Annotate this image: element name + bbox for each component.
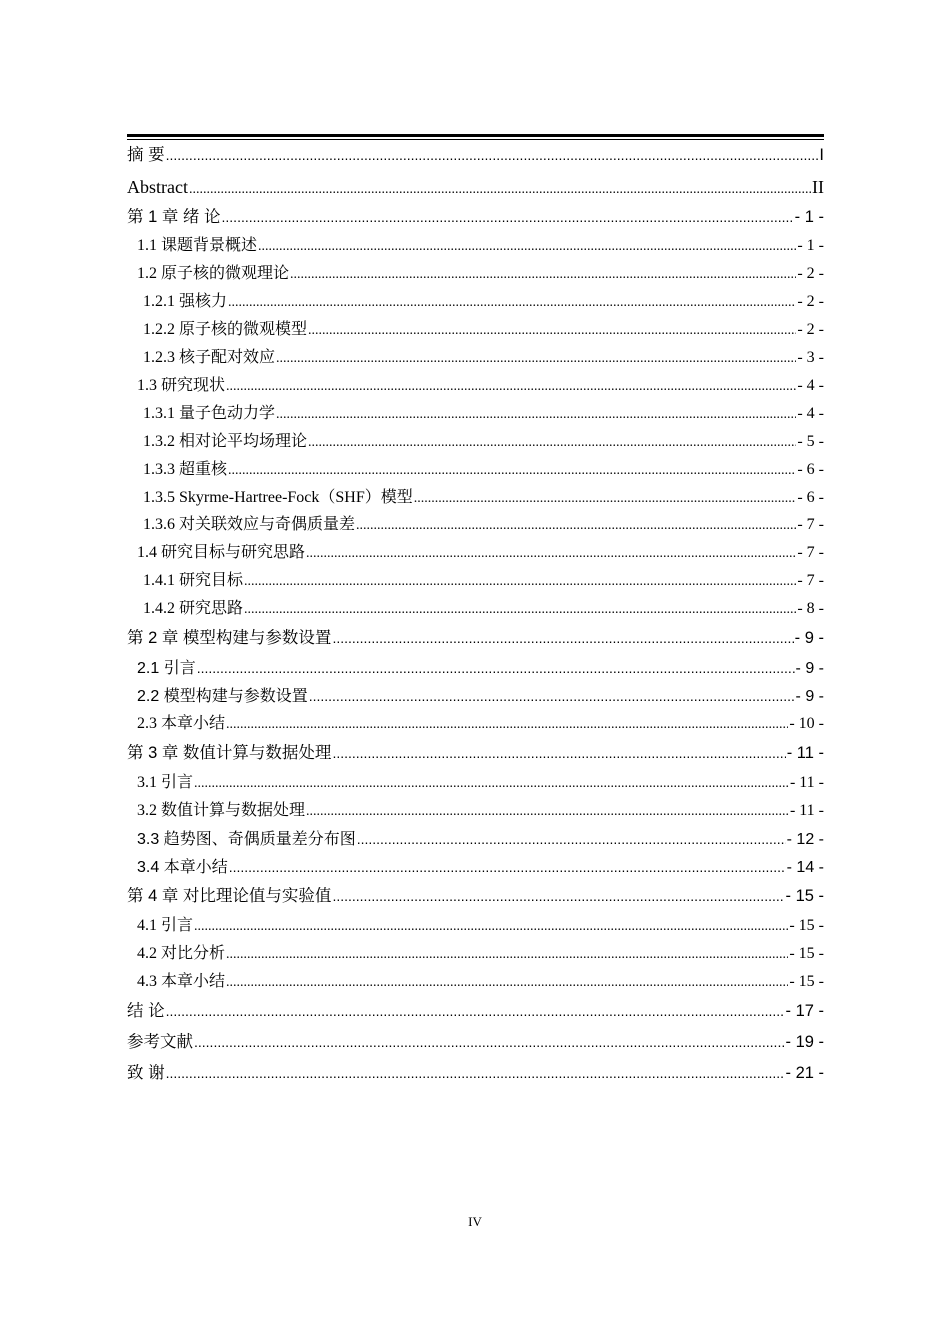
toc-dot-leader <box>308 317 796 345</box>
toc-entry-title: 1.2.1 强核力 <box>143 293 228 310</box>
toc-entry-page: - 2 - <box>797 293 824 310</box>
table-of-contents <box>127 140 824 1089</box>
toc-entry[interactable] <box>127 996 824 1027</box>
toc-entry-title: 3.1 引言 <box>137 774 194 791</box>
toc-entry-title: 第 1 章 绪 论 <box>127 208 221 226</box>
toc-entry-title: 2.3 本章小结 <box>137 715 226 732</box>
toc-dot-leader <box>194 770 789 798</box>
toc-entry-page: - 10 - <box>789 715 824 732</box>
toc-dot-leader <box>194 913 788 941</box>
toc-dot-leader <box>189 174 811 206</box>
toc-dot-leader <box>228 457 796 485</box>
toc-entry-title: 1.1 课题背景概述 <box>137 237 258 254</box>
toc-entry-page: - 11 - <box>789 774 824 791</box>
toc-entry-page: - 6 - <box>797 489 824 506</box>
toc-dot-leader <box>357 825 786 853</box>
toc-entry-title: Abstract <box>127 177 188 197</box>
toc-dot-leader <box>309 682 795 710</box>
toc-entry-page: - 17 - <box>785 1002 824 1020</box>
toc-entry-page: - 3 - <box>797 349 824 366</box>
toc-entry[interactable] <box>127 484 824 511</box>
toc-entry[interactable] <box>127 853 824 881</box>
toc-entry-page: - 4 - <box>797 405 824 422</box>
toc-entry-page: - 9 - <box>795 688 824 705</box>
toc-dot-leader <box>332 738 785 769</box>
toc-dot-leader <box>356 512 796 540</box>
toc-entry[interactable] <box>127 456 824 484</box>
toc-dot-leader <box>194 1027 784 1058</box>
toc-entry[interactable] <box>127 567 824 595</box>
toc-entry-title: 1.3.6 对关联效应与奇偶质量差 <box>143 516 356 533</box>
toc-entry-title: 2.1 引言 <box>137 660 196 677</box>
toc-entry-page: - 1 - <box>794 208 824 226</box>
toc-entry-title: 1.4 研究目标与研究思路 <box>137 544 306 561</box>
toc-entry[interactable] <box>127 140 824 171</box>
toc-entry-page: - 2 - <box>797 321 824 338</box>
toc-entry-title: 参考文献 <box>127 1033 193 1051</box>
toc-entry[interactable] <box>127 288 824 316</box>
toc-dot-leader <box>306 540 796 568</box>
toc-entry[interactable] <box>127 769 824 797</box>
toc-entry[interactable] <box>127 797 824 825</box>
toc-entry[interactable] <box>127 595 824 623</box>
toc-entry-page: - 2 - <box>797 265 824 282</box>
toc-dot-leader <box>166 140 819 171</box>
page-number-footer: IV <box>468 1214 482 1229</box>
toc-dot-leader <box>414 485 797 512</box>
toc-dot-leader <box>197 654 795 682</box>
toc-dot-leader <box>228 289 796 317</box>
toc-entry[interactable] <box>127 539 824 567</box>
toc-entry[interactable] <box>127 428 824 456</box>
toc-dot-leader <box>308 429 796 457</box>
toc-entry-page: - 19 - <box>785 1033 824 1051</box>
toc-entry[interactable] <box>127 316 824 344</box>
toc-entry[interactable] <box>127 260 824 288</box>
toc-dot-leader <box>276 401 796 429</box>
toc-entry-title: 4.1 引言 <box>137 917 194 934</box>
toc-entry-title: 1.3.5 Skyrme-Hartree-Fock（SHF）模型 <box>143 489 413 506</box>
toc-entry-page: - 15 - <box>789 917 824 934</box>
toc-entry-title: 1.3.1 量子色动力学 <box>143 405 276 422</box>
toc-entry-page: - 11 - <box>786 744 824 762</box>
toc-dot-leader <box>226 373 796 401</box>
toc-entry-title: 4.2 对比分析 <box>137 945 226 962</box>
toc-dot-leader <box>226 711 788 739</box>
toc-entry[interactable] <box>127 825 824 853</box>
toc-entry[interactable] <box>127 344 824 372</box>
toc-dot-leader <box>290 261 796 289</box>
toc-entry-page: - 7 - <box>797 544 824 561</box>
toc-entry-title: 1.4.1 研究目标 <box>143 572 244 589</box>
toc-entry[interactable] <box>127 881 824 912</box>
toc-entry-title: 1.2.3 核子配对效应 <box>143 349 276 366</box>
toc-entry-title: 1.3 研究现状 <box>137 377 226 394</box>
toc-entry[interactable] <box>127 912 824 940</box>
toc-entry-page: - 8 - <box>797 600 824 617</box>
toc-entry-title: 3.2 数值计算与数据处理 <box>137 802 306 819</box>
toc-entry[interactable] <box>127 203 824 232</box>
toc-entry-title: 1.4.2 研究思路 <box>143 600 244 617</box>
toc-dot-leader <box>229 853 786 881</box>
toc-entry-title: 4.3 本章小结 <box>137 973 226 990</box>
toc-entry[interactable] <box>127 1027 824 1058</box>
toc-entry-page: - 9 - <box>795 660 824 677</box>
toc-entry-page: - 9 - <box>794 629 824 647</box>
toc-entry-title: 3.3 趋势图、奇偶质量差分布图 <box>137 831 356 848</box>
toc-dot-leader <box>244 568 796 596</box>
toc-entry-page: - 12 - <box>786 831 824 848</box>
toc-entry[interactable] <box>127 682 824 710</box>
toc-dot-leader <box>332 623 793 654</box>
toc-entry-title: 1.2 原子核的微观理论 <box>137 265 290 282</box>
toc-entry-title: 第 2 章 模型构建与参数设置 <box>127 629 332 647</box>
toc-dot-leader <box>258 233 796 261</box>
toc-entry-page: I <box>819 146 824 164</box>
toc-entry-page: - 6 - <box>797 461 824 478</box>
toc-entry[interactable] <box>127 623 824 654</box>
toc-entry-page: - 15 - <box>789 973 824 990</box>
top-rule-thick <box>127 134 824 137</box>
toc-entry-page: - 21 - <box>785 1064 824 1082</box>
toc-dot-leader <box>276 345 796 373</box>
toc-entry[interactable] <box>127 940 824 968</box>
toc-entry-page: - 7 - <box>797 572 824 589</box>
toc-entry-title: 1.3.2 相对论平均场理论 <box>143 433 308 450</box>
toc-entry[interactable] <box>127 1058 824 1089</box>
toc-entry[interactable] <box>127 511 824 539</box>
toc-entry-title: 第 4 章 对比理论值与实验值 <box>127 887 332 905</box>
toc-entry-title: 3.4 本章小结 <box>137 859 228 876</box>
toc-entry-page: II <box>812 177 824 197</box>
toc-dot-leader <box>306 798 789 826</box>
toc-entry[interactable] <box>127 171 824 203</box>
toc-entry-title: 1.2.2 原子核的微观模型 <box>143 321 308 338</box>
toc-entry-title: 1.3.3 超重核 <box>143 461 228 478</box>
toc-dot-leader <box>166 996 785 1027</box>
toc-entry[interactable] <box>127 710 824 738</box>
toc-entry-title: 2.2 模型构建与参数设置 <box>137 688 308 705</box>
toc-entry[interactable] <box>127 400 824 428</box>
toc-dot-leader <box>244 596 796 624</box>
toc-entry-page: - 11 - <box>789 802 824 819</box>
toc-dot-leader <box>166 1058 785 1089</box>
toc-entry[interactable] <box>127 372 824 400</box>
toc-entry-page: - 7 - <box>797 516 824 533</box>
toc-dot-leader <box>332 881 784 912</box>
toc-entry[interactable] <box>127 738 824 769</box>
toc-entry[interactable] <box>127 968 824 996</box>
toc-entry-page: - 14 - <box>786 859 824 876</box>
toc-entry-page: - 15 - <box>789 945 824 962</box>
toc-entry-page: - 5 - <box>797 433 824 450</box>
toc-dot-leader <box>226 941 788 969</box>
toc-entry-title: 结 论 <box>127 1002 165 1020</box>
toc-entry[interactable] <box>127 232 824 260</box>
toc-entry-title: 摘 要 <box>127 146 165 164</box>
toc-dot-leader <box>226 969 788 997</box>
toc-entry-page: - 15 - <box>785 887 824 905</box>
toc-entry-title: 致 谢 <box>127 1064 165 1082</box>
toc-entry-page: - 4 - <box>797 377 824 394</box>
toc-dot-leader <box>222 203 794 232</box>
toc-entry-title: 第 3 章 数值计算与数据处理 <box>127 744 332 762</box>
toc-entry[interactable] <box>127 654 824 682</box>
toc-entry-page: - 1 - <box>797 237 824 254</box>
